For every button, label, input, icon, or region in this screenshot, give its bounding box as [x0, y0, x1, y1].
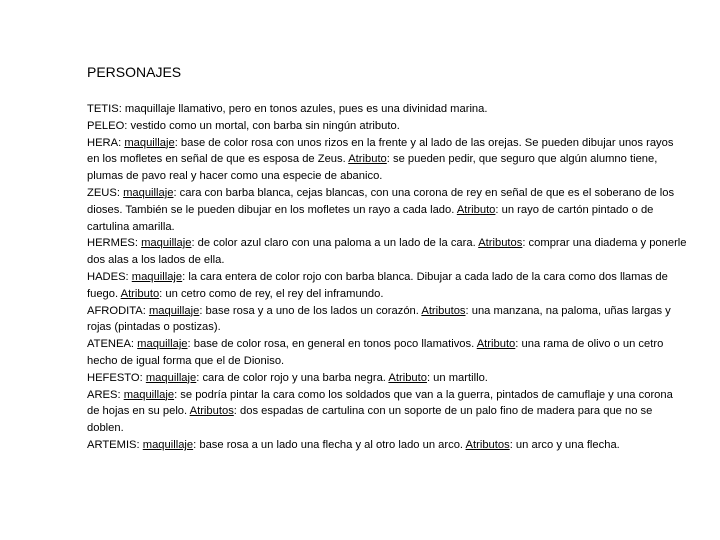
paragraph-text: : la cara entera de color rojo con barba blanca. Dibujar a cada lado de la cara como dos llamas de fuego. — [87, 270, 668, 300]
character-paragraph-tetis — [87, 101, 687, 118]
paragraph-list — [87, 101, 687, 454]
paragraph-text: : base de color rosa, en general en tonos poco llamativos. — [187, 338, 477, 351]
character-paragraph-afrodita — [87, 303, 687, 337]
paragraph-text: : base de color rosa con unos rizos en la frente y al lado de las orejas. Se pueden dibujar unos rayos en los mofletes en señal de que es esposa de Zeus. — [87, 136, 674, 166]
underlined-term: maquillaje — [142, 438, 194, 451]
underlined-term: maquillaje — [124, 136, 175, 149]
underlined-term: maquillaje — [145, 371, 197, 384]
paragraph-text: : cara de color rojo y una barba negra. — [196, 371, 389, 384]
character-paragraph-ares — [87, 387, 687, 437]
paragraph-text: HERMES: — [87, 237, 142, 250]
paragraph-text: : se podría pintar la cara como los soldados que van a la guerra, pintados de camuflaje y una corona de hojas en su pelo. — [87, 388, 673, 418]
character-paragraph-hermes — [87, 235, 687, 269]
paragraph-text: : un arco y una flecha. — [509, 438, 620, 451]
paragraph-text: : dos espadas de cartulina con un soporte de un palo fino de madera para que no se doblen. — [87, 405, 653, 435]
document-body — [87, 63, 687, 454]
paragraph-text: ATENEA: — [87, 338, 138, 351]
underlined-term: Atributo — [120, 287, 160, 300]
paragraph-text: : comprar una diadema y ponerle dos alas a los lados de ella. — [87, 237, 687, 267]
underlined-term: Atributo — [476, 338, 516, 351]
paragraph-text: AFRODITA: — [87, 304, 149, 317]
underlined-term: Atributo — [456, 203, 496, 216]
underlined-term: Atributos — [421, 304, 466, 317]
paragraph-text: ARTEMIS: — [87, 438, 143, 451]
underlined-term: Atributos — [189, 405, 234, 418]
underlined-term: maquillaje — [131, 270, 183, 283]
paragraph-text: ARES: — [87, 388, 124, 401]
paragraph-text: : se pueden pedir, que seguro que algún alumno tiene, plumas de pavo real y hacer como una especie de abanico. — [87, 153, 658, 183]
character-paragraph-zeus — [87, 185, 687, 235]
underlined-term: Atributos — [478, 237, 523, 250]
page-title: PERSONAJES — [87, 64, 182, 80]
character-paragraph-hera — [87, 135, 687, 185]
paragraph-text: : un cetro como de rey, el rey del inframundo. — [159, 287, 384, 300]
character-paragraph-artemis — [87, 437, 687, 454]
paragraph-text: HEFESTO: — [87, 371, 146, 384]
underlined-term: Atributo — [388, 371, 427, 384]
underlined-term: Atributo — [348, 153, 387, 166]
character-paragraph-hades — [87, 269, 687, 303]
underlined-term: maquillaje — [137, 338, 188, 351]
character-paragraph-peleo — [87, 118, 687, 135]
underlined-term: maquillaje — [123, 388, 175, 401]
paragraph-text: HERA: — [87, 136, 125, 149]
paragraph-text: : cara con barba blanca, cejas blancas, con una corona de rey en señal de que es el soberano de los dioses. También se le pueden dibujar en los mofletes un rayo a cada lado. — [87, 186, 675, 216]
paragraph-text: PELEO: vestido como un mortal, con barba sin ningún atributo. — [87, 119, 400, 132]
paragraph-text: : un martillo. — [426, 371, 488, 384]
paragraph-text: TETIS: maquillaje llamativo, pero en tonos azules, pues es una divinidad marina. — [87, 103, 488, 115]
paragraph-text: : una manzana, na paloma, uñas largas y rojas (pintadas o postizas). — [87, 304, 671, 334]
paragraph-text: : base rosa a un lado una flecha y al otro lado un arco. — [193, 438, 466, 451]
paragraph-text: : de color azul claro con una paloma a un lado de la cara. — [191, 237, 479, 250]
paragraph-text: HADES: — [87, 270, 132, 283]
paragraph-text: : una rama de olivo o un cetro hecho de igual forma que el de Dioniso. — [87, 338, 664, 367]
paragraph-text: : base rosa y a uno de los lados un corazón. — [199, 304, 422, 317]
underlined-term: maquillaje — [148, 304, 200, 317]
paragraph-text: ZEUS: — [87, 186, 124, 199]
underlined-term: maquillaje — [123, 186, 174, 199]
character-paragraph-hefesto — [87, 370, 687, 387]
character-paragraph-atenea — [87, 336, 687, 370]
underlined-term: maquillaje — [141, 237, 192, 250]
underlined-term: Atributos — [465, 438, 510, 451]
paragraph-text: : un rayo de cartón pintado o de cartulina amarilla. — [87, 203, 654, 233]
